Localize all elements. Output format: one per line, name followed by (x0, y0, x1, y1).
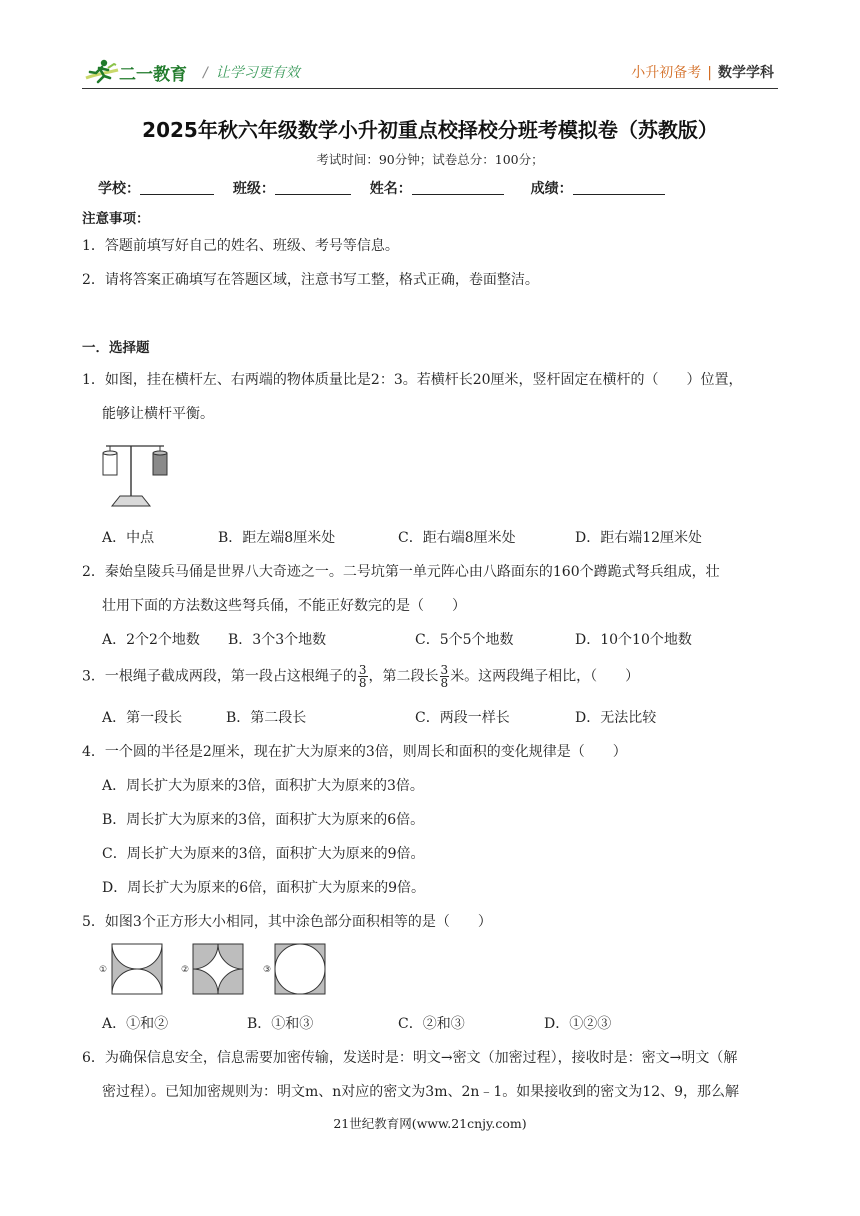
student-info-row (98, 178, 679, 198)
q2-option-d: D．10个10个地数 (575, 632, 692, 648)
section-title: 一．选择题 (82, 340, 150, 356)
q3-fraction-1 (358, 664, 368, 689)
squares-figure (98, 940, 338, 996)
note-item: 2．请将答案正确填写在答题区域，注意书写工整，格式正确，卷面整洁。 (82, 272, 539, 288)
figure-label-1: ① (99, 965, 108, 975)
q1-option-c: C．距右端8厘米处 (398, 530, 516, 546)
slogan-text: 让学习更有效 (215, 65, 300, 81)
logo-text: 二一教育 (119, 65, 187, 85)
q3-text-part3: 米。这两段绳子相比，（ ） (450, 668, 640, 685)
square-figure-3 (275, 944, 325, 994)
q2-option-c: C．5个5个地数 (415, 632, 514, 648)
q3-frac2-den: 8 (440, 676, 449, 690)
q4-option-a: A．周长扩大为原来的3倍，面积扩大为原来的3倍。 (102, 778, 424, 794)
q3-text (82, 664, 639, 689)
q4-option-b: B．周长扩大为原来的3倍，面积扩大为原来的6倍。 (102, 812, 425, 828)
q5-text: 5．如图3个正方形大小相同，其中涂色部分面积相等的是（ ） (82, 914, 492, 930)
class-label: 班级： (232, 181, 275, 197)
notes-title: 注意事项： (82, 211, 150, 227)
header-separator: | (707, 65, 712, 81)
q3-option-d: D．无法比较 (575, 710, 657, 726)
q4-text: 4．一个圆的半径是2厘米，现在扩大为原来的3倍，则周长和面积的变化规律是（ ） (82, 744, 627, 760)
name-field (370, 178, 504, 198)
slogan-slash: / (203, 65, 208, 81)
q3-option-c: C．两段一样长 (415, 710, 510, 726)
header-rule (82, 88, 778, 89)
q1-text-line1: 1．如图，挂在横杆左、右两端的物体质量比是2：3。若横杆长20厘米，竖杆固定在横杆的（ ）位置， (82, 372, 743, 388)
name-blank (412, 180, 504, 195)
q1-option-a: A．中点 (102, 530, 155, 546)
q2-text-line1: 2．秦始皇陵兵马俑是世界八大奇迹之一。二号坑第一单元阵心由八路面东的160个蹲跪式弩兵组成，壮 (82, 564, 720, 580)
header-subject: 数学学科 (718, 65, 774, 81)
class-blank (275, 180, 351, 195)
school-field (98, 178, 214, 198)
page-header (0, 0, 860, 92)
score-label: 成绩： (530, 181, 573, 197)
q6-text-line2: 密过程）。已知加密规则为：明文m、n对应的密文为3m、2n﹣1。如果接收到的密文为12、9，那么解 (102, 1084, 740, 1100)
square-figure-1 (112, 944, 162, 994)
header-subject-info (631, 62, 774, 82)
q5-option-d: D．①②③ (544, 1016, 612, 1032)
class-field (233, 178, 351, 198)
square-figure-2 (193, 944, 243, 994)
figure-label-3: ③ (263, 965, 272, 975)
q5-option-b: B．①和③ (247, 1016, 314, 1032)
q5-option-a: A．①和② (102, 1016, 169, 1032)
q3-frac2-num: 3 (440, 663, 449, 677)
q1-text-line2: 能够让横杆平衡。 (102, 406, 214, 422)
q3-option-b: B．第二段长 (226, 710, 307, 726)
q3-option-a: A．第一段长 (102, 710, 183, 726)
q6-text-line1: 6．为确保信息安全，信息需要加密传输，发送时是：明文→密文（加密过程），接收时是：密文→明文（解 (82, 1050, 738, 1066)
q2-option-a: A．2个2个地数 (102, 632, 200, 648)
q3-text-part1: 3．一根绳子截成两段，第一段占这根绳子的 (82, 668, 357, 685)
note-item: 1．答题前填写好自己的姓名、班级、考号等信息。 (82, 238, 399, 254)
page-title: 2025年秋六年级数学小升初重点校择校分班考模拟卷（苏教版） (142, 118, 718, 142)
score-blank (573, 180, 665, 195)
page-footer: 21世纪教育网(www.21cnjy.com) (333, 1116, 527, 1131)
exam-info: 考试时间：90分钟；试卷总分：100分； (316, 152, 544, 167)
q1-option-d: D．距右端12厘米处 (575, 530, 703, 546)
header-category: 小升初备考 (631, 65, 702, 81)
q4-option-d: D．周长扩大为原来的6倍，面积扩大为原来的9倍。 (102, 880, 426, 896)
school-label: 学校： (98, 181, 140, 197)
q1-option-b: B．距左端8厘米处 (218, 530, 336, 546)
score-field (531, 178, 665, 198)
q3-fraction-2 (440, 664, 450, 689)
figure-label-2: ② (181, 965, 190, 975)
name-label: 姓名： (369, 181, 412, 197)
balance-figure (100, 440, 172, 508)
q2-text-line2: 壮用下面的方法数这些弩兵俑，不能正好数完的是（ ） (102, 598, 466, 614)
q3-frac1-num: 3 (358, 663, 367, 677)
q4-option-c: C．周长扩大为原来的3倍，面积扩大为原来的9倍。 (102, 846, 425, 862)
school-blank (140, 180, 214, 195)
q3-text-part2: ，第二段长 (368, 668, 439, 685)
slogan (203, 62, 300, 82)
q2-option-b: B．3个3个地数 (228, 632, 327, 648)
q3-frac1-den: 8 (358, 676, 367, 690)
q5-option-c: C．②和③ (398, 1016, 465, 1032)
